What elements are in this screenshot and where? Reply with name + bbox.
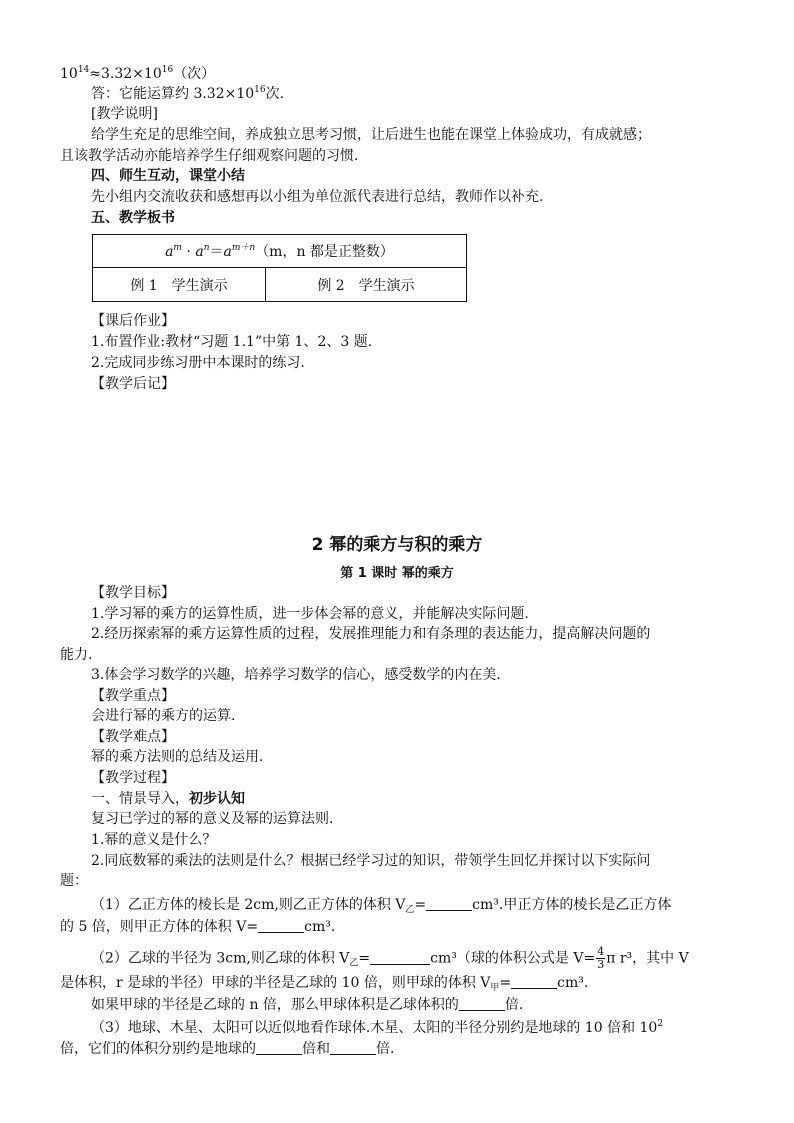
fraction-denominator: 3 (597, 958, 605, 971)
answer-blank[interactable] (256, 1040, 302, 1055)
homework-item: 1.布置作业:教材“习题 1.1”中第 1、2、3 题. (91, 334, 373, 350)
formula-part: a (223, 244, 232, 260)
section-text: 先小组内交流收获和感想再以小组为单位派代表进行总结，教师作以补充. (91, 189, 544, 205)
answer-blank[interactable] (370, 950, 430, 965)
text-fragment: 答：它能运算约 3.32×10 (91, 86, 255, 102)
exponent: 14 (77, 65, 90, 75)
text-fragment: 初步认知 (189, 791, 245, 807)
text-fragment: 的 5 倍，则甲正方体的体积 V= (60, 919, 259, 935)
formula-part: a (165, 244, 174, 260)
exponent: n (203, 243, 210, 253)
afterword-heading: 【教学后记】 (91, 376, 175, 392)
text-fragment: （3）地球、木星、太阳可以近似地看作球体.木星、太阳的半径分别约是地球的 10 倍和 10 (91, 1020, 658, 1036)
fraction-numerator: 4 (597, 945, 605, 958)
exponent: 16 (161, 65, 174, 75)
problem-line (60, 917, 335, 937)
answer-blank[interactable] (459, 996, 505, 1011)
difficulty-text: 幂的乘方法则的总结及运用. (91, 749, 264, 765)
problem-line (60, 1039, 394, 1059)
problem-line (91, 995, 523, 1015)
teaching-note-heading: [教学说明] (91, 106, 158, 122)
answer-blank[interactable] (258, 918, 304, 933)
text-fragment: 一、情景导入， (91, 791, 189, 807)
problem-line (91, 895, 671, 915)
exponent: m (173, 243, 182, 253)
text-fragment: 次. (265, 86, 285, 102)
goal-item: 2.经历探索幂的乘方运算性质的过程，发展推理能力和有条理的表达能力，提高解决问题的 (91, 626, 651, 642)
text-fragment: π r³，其中 V (606, 950, 689, 967)
subscript: 乙 (349, 958, 359, 969)
answer-blank[interactable] (426, 896, 472, 911)
step-heading (91, 789, 245, 809)
exponent: m＋n (231, 243, 256, 253)
exponent: 16 (254, 85, 266, 95)
section-heading: 五、教学板书 (91, 210, 175, 226)
process-heading: 【教学过程】 (91, 770, 175, 786)
text-fragment: （1）乙正方体的棱长是 2cm,则乙正方体的体积 V (91, 897, 406, 913)
formula-part: ＝ (209, 244, 224, 260)
difficulty-heading: 【教学难点】 (91, 729, 175, 745)
goal-item-continued: 能力. (60, 647, 93, 663)
problem-line (91, 946, 689, 971)
homework-item: 2.完成同步练习册中本课时的练习. (91, 355, 305, 371)
problem-line (91, 1018, 663, 1038)
section-heading: 四、师生互动，课堂小结 (91, 168, 245, 184)
fraction (596, 946, 605, 971)
key-points-text: 会进行幂的乘方的运算. (91, 708, 236, 724)
text-fragment: （2）乙球的半径为 3cm,则乙球的体积 V (91, 950, 350, 967)
subscript: 甲 (490, 983, 500, 993)
lesson-subtitle: 第 1 课时 幂的乘方 (340, 566, 454, 581)
text-fragment: = (414, 897, 427, 913)
answer-line (91, 84, 284, 104)
goals-heading: 【教学目标】 (91, 585, 175, 601)
text-fragment: 10 (60, 66, 78, 82)
formula-cell (93, 235, 467, 268)
answer-blank[interactable] (330, 1040, 376, 1055)
text-fragment: 如果甲球的半径是乙球的 n 倍，那么甲球体积是乙球体积的 (91, 997, 459, 1013)
exponent: 2 (657, 1019, 664, 1029)
step-text: 复习已学过的幂的意义及幂的运算法则. (91, 811, 334, 827)
text-fragment: ≈3.32×10 (89, 66, 162, 82)
calc-result-line (60, 64, 215, 84)
text-fragment: cm³（球的体积公式是 V= (430, 950, 596, 967)
teaching-note-line: 且该教学活动亦能培养学生仔细观察问题的习惯. (60, 148, 359, 164)
text-fragment: = (499, 975, 512, 991)
formula-condition: （m，n 都是正整数） (255, 244, 394, 260)
text-fragment: 倍. (504, 997, 524, 1013)
homework-heading: 【课后作业】 (91, 313, 175, 329)
text-fragment: （次） (173, 66, 216, 82)
goal-item: 1.学习幂的乘方的运算性质，进一步体会幂的意义，并能解决实际问题. (91, 606, 529, 622)
answer-blank[interactable] (511, 974, 557, 989)
problem-line (60, 973, 588, 993)
example-cell: 例 1 学生演示 (93, 268, 266, 302)
text-fragment: 倍，它们的体积分别约是地球的 (60, 1041, 256, 1057)
text-fragment: 倍. (376, 1041, 395, 1057)
text-fragment: cm³.甲正方体的棱长是乙正方体 (472, 897, 672, 913)
formula-part: · (181, 244, 196, 260)
teaching-note-line: 给学生充足的思维空间，养成独立思考习惯，让后进生也能在课堂上体验成功，有成就感； (91, 127, 651, 143)
text-fragment: 倍和 (302, 1041, 330, 1057)
goal-item: 3.体会学习数学的兴趣，培养学习数学的信心，感受数学的内在美. (91, 667, 501, 683)
question-item: 1.幂的意义是什么？ (91, 832, 217, 848)
lesson-title: 2 幂的乘方与积的乘方 (311, 535, 483, 555)
text-fragment: 是体积，r 是球的半径）甲球的半径是乙球的 10 倍，则甲球的体积 V (60, 975, 491, 991)
formula-part: a (195, 244, 204, 260)
question-item-continued: 题： (60, 873, 88, 889)
subscript: 乙 (405, 905, 415, 915)
question-item: 2.同底数幂的乘法的法则是什么？根据已经学习过的知识，带领学生回忆并探讨以下实际问 (91, 853, 651, 869)
text-fragment: cm³. (557, 975, 589, 991)
blackboard-table (92, 234, 467, 302)
text-fragment: cm³. (304, 919, 336, 935)
text-fragment: = (358, 950, 371, 967)
example-cell: 例 2 学生演示 (266, 268, 467, 302)
key-points-heading: 【教学重点】 (91, 688, 175, 704)
